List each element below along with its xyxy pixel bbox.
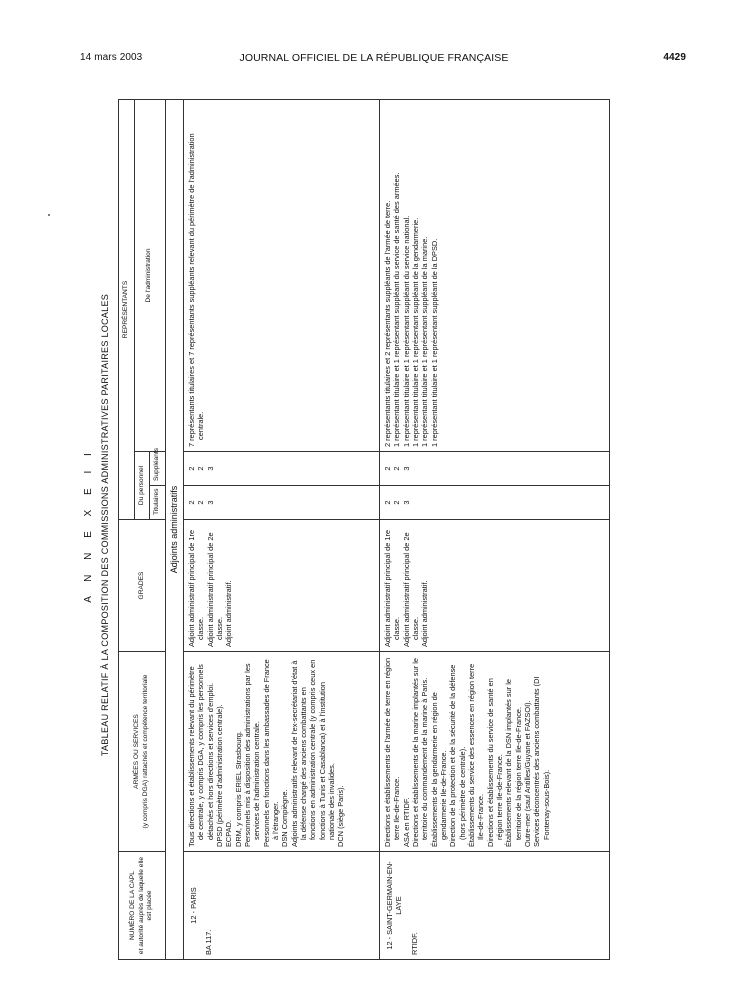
grades-cell xyxy=(184,520,380,652)
col-header-representants: REPRÉSENTANTS xyxy=(119,99,135,519)
cell-line: DSN Compiègne. xyxy=(280,789,290,847)
cell-line: 7 représentants titulaires et 7 représentants suppléants relevant du périmètre de l'administration centrale. xyxy=(187,133,206,447)
cell-line: Tous directions et établissements relevant du périmètre de centrale, y compris DGA, y compris les personnels détachés et hors directions et services d'emploi. xyxy=(187,664,215,847)
cell-line: 1 représentant titulaire et 1 représentant suppléant de la marine. xyxy=(420,236,430,447)
cell-line: 3 xyxy=(401,466,411,471)
cell-line: Personnels mis à disposition des administrations par les services de l'administration centrale. xyxy=(242,663,262,847)
cell-line: Adjoint administratif principal de 1re classe. xyxy=(383,529,402,647)
page-number: 4429 xyxy=(663,52,686,63)
capl-name: 12 - SAINT-GERMAIN-EN-LAYE xyxy=(385,861,404,950)
cell-line: 3 xyxy=(205,500,215,505)
col-header-capl xyxy=(119,852,166,960)
col-header-capl-line2: et autorité auprès de laquelle elle est placée xyxy=(137,856,154,955)
cell-line: 1 représentant titulaire et 1 représentant suppléant du service de santé des armées. xyxy=(392,172,402,447)
capl-cell xyxy=(380,852,610,960)
cell-line: DPSD (périmètre d'administration centrale). xyxy=(215,704,224,847)
cell-line: 1 représentant titulaire et 1 représentant suppléant de la DPSD. xyxy=(429,238,439,447)
header-date: 14 mars 2003 xyxy=(80,52,143,63)
table-row xyxy=(380,99,610,959)
cell-line: Adjoint administratif principal de 2e classe. xyxy=(401,532,420,647)
annex-heading: A N N E X E I I xyxy=(83,447,94,603)
cell-line: Adjoints administratifs relevant de l'ex-secrétariat d'état à la défense chargé des anciens combattants en fonctions en administration centrale (y compris ceux en fonctions à Tunis et Casablanca) et à l'institution nationale des invalides. xyxy=(289,659,336,847)
cell-line: 2 représentants titulaires et 2 représentants suppléants de l'armée de terre. xyxy=(383,200,393,447)
cell-line: 3 xyxy=(205,466,215,471)
cell-line: Adjoint administratif principal de 1re classe. xyxy=(187,529,206,647)
administration-cell xyxy=(380,99,610,451)
cell-line: Directions et établissements de l'armée de terre en région terre Ile-de-France. xyxy=(383,657,402,847)
journal-title: JOURNAL OFFICIEL DE LA RÉPUBLIQUE FRANÇAISE xyxy=(239,52,509,64)
cell-line: 3 xyxy=(401,500,411,505)
services-cell xyxy=(184,652,380,852)
cell-line: Directions et établissements de la marine implantés sur le territoire du commandement de la marine à Paris. xyxy=(411,658,430,847)
table-title: TABLEAU RELATIF À LA COMPOSITION DES COMMISSIONS ADMINISTRATIVES PARITAIRES LOCALES xyxy=(100,293,110,757)
col-header-titulaires: Titulaires xyxy=(150,486,166,520)
cell-line: Adjoint administratif. xyxy=(224,580,234,647)
table-row xyxy=(184,99,380,959)
capl-authority: BA 117. xyxy=(204,929,214,955)
col-header-suppleants: Suppléants xyxy=(150,452,166,486)
cell-line: Adjoint administratif principal de 2e classe. xyxy=(205,532,224,647)
administration-cell xyxy=(184,99,380,451)
cell-line: DRM, y compris ERIEL Strasbourg. xyxy=(233,731,243,847)
col-header-services-line2: (y compris DGA) rattachés et compétence territoriale xyxy=(141,674,149,829)
capl-authority: RTIDF. xyxy=(409,932,419,955)
services-cell xyxy=(380,652,610,852)
section-title: Adjoints administratifs xyxy=(165,99,183,959)
suppleants-cell xyxy=(184,452,380,486)
cell-line: Outre-mer (sauf Antilles/Guyane et FAZSOI). xyxy=(522,700,532,847)
header-row-1 xyxy=(119,99,135,959)
cell-line: Direction de la protection et de la sécurité de la défense (hors périmètre de centrale). xyxy=(448,664,467,847)
cell-line: 2 xyxy=(196,466,206,471)
cell-line: Établissements relevant de la DSN implantés sur le territoire de la région terre Ile-de-France. xyxy=(504,678,523,847)
cell-line: Services déconcentrés des anciens combattants (DI Fontenay-sous-Bois). xyxy=(532,676,551,847)
scan-speck xyxy=(48,214,50,216)
cell-line: DCN (siège Paris). xyxy=(336,785,346,847)
cell-line: Adjoint administratif. xyxy=(420,580,430,647)
cell-line: 2 xyxy=(383,500,393,505)
cell-line: 2 xyxy=(187,500,197,505)
cell-line: 2 xyxy=(392,466,402,471)
cell-line: 1 représentant titulaire et 1 représentant suppléant de la gendarmerie. xyxy=(411,217,420,447)
col-header-services-line1: ARMÉES OU SERVICES xyxy=(133,714,141,789)
cell-line: 2 xyxy=(392,500,402,505)
cell-line: Établissements du service des essences en région terre Ile-de-France. xyxy=(466,663,486,847)
cell-line: Directions et établissements du service de santé en région terre Ile-de-France. xyxy=(485,678,504,847)
cell-line: ASA en RTIDF. xyxy=(401,797,411,847)
titulaires-cell xyxy=(184,486,380,520)
cell-line: 1 représentant titulaire et 1 représentant suppléant du service national. xyxy=(401,215,411,447)
cell-line: 2 xyxy=(383,466,393,471)
cell-line: Personnels en fonctions dans les ambassades de France à l'étranger. xyxy=(261,659,280,847)
section-row xyxy=(165,99,183,959)
capl-composition-table xyxy=(118,99,610,960)
col-header-grades: GRADES xyxy=(119,520,166,652)
cell-line: Établissements de la gendarmerie en région de gendarmerie Ile-de-France. xyxy=(429,692,448,847)
col-header-capl-line1: NUMÉRO DE LA CAPL xyxy=(129,871,136,940)
capl-name: 12 - PARIS xyxy=(189,887,199,924)
cell-line: 2 xyxy=(187,466,197,471)
col-header-services xyxy=(119,652,166,852)
cell-line: 2 xyxy=(196,500,206,505)
rotated-annex-page xyxy=(82,90,682,960)
titulaires-cell xyxy=(380,486,610,520)
col-header-du-personnel: Du personnel xyxy=(134,452,150,520)
suppleants-cell xyxy=(380,452,610,486)
capl-cell xyxy=(184,852,380,960)
grades-cell xyxy=(380,520,610,652)
col-header-administration: De l'administration xyxy=(134,99,165,451)
cell-line: ECPAD. xyxy=(224,820,234,847)
